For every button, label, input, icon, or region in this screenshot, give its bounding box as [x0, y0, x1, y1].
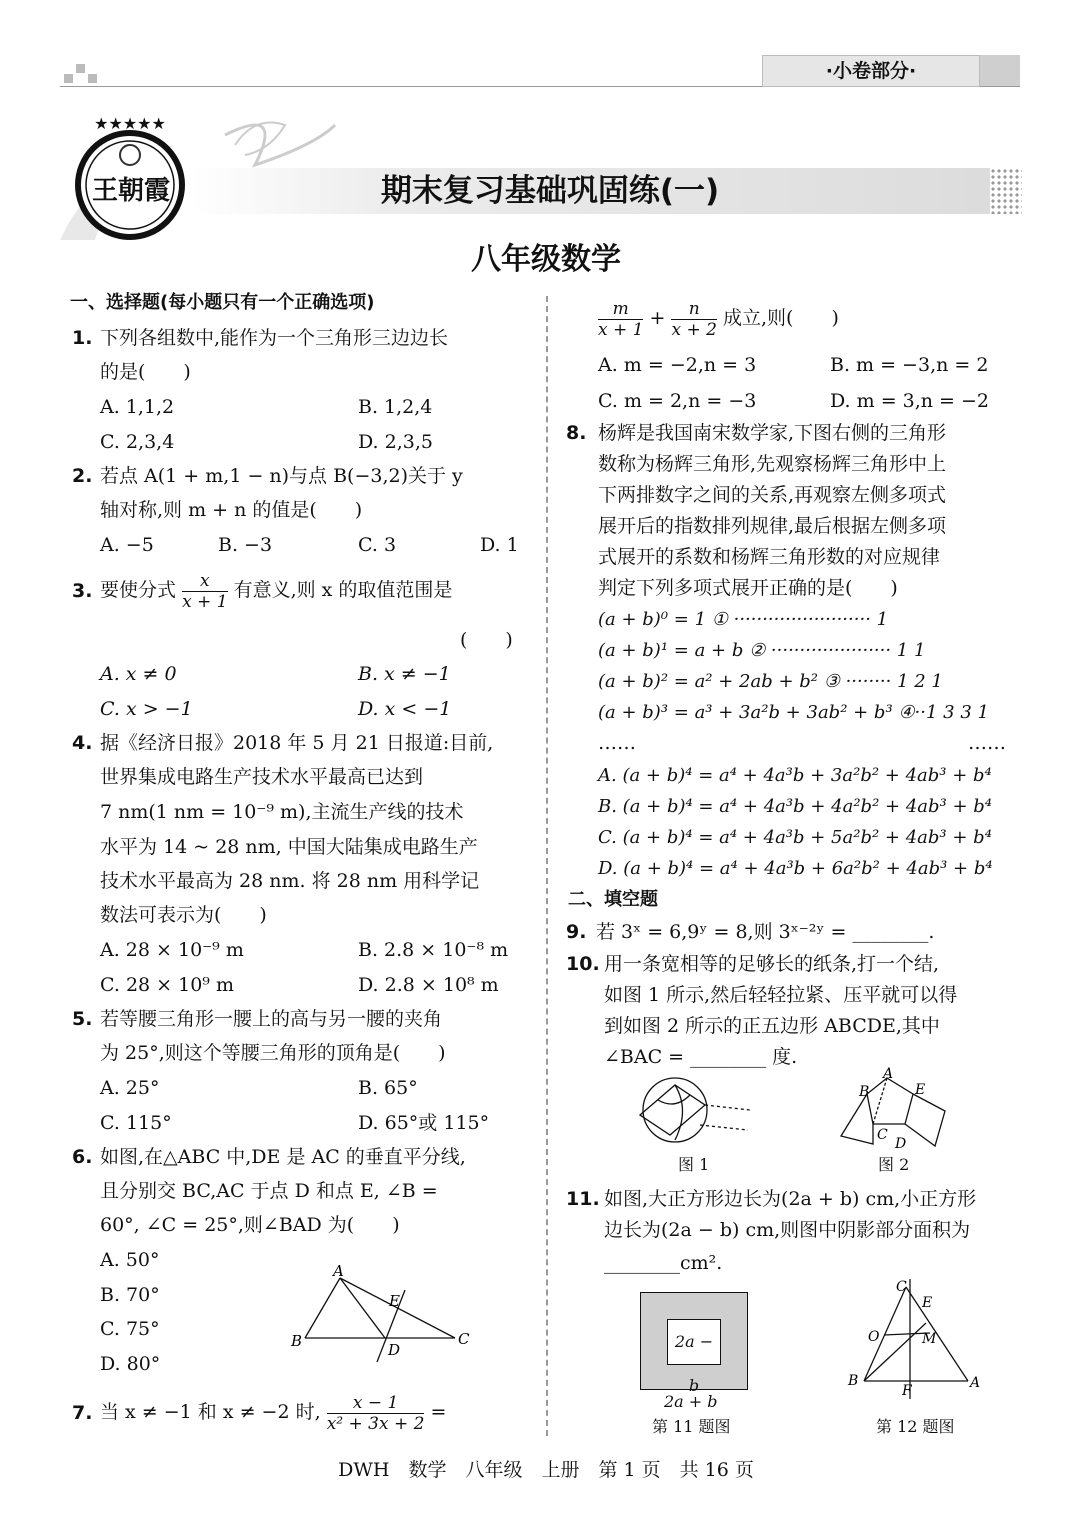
question-number: 8. [566, 422, 587, 444]
fig-label: F [902, 1383, 912, 1399]
option-a: A. m = −2,n = 3 [598, 354, 757, 376]
header-block [980, 55, 1020, 86]
question-text: 如图,大正方形边长为(2a + b) cm,小正方形 [604, 1188, 977, 1210]
fig-label: B [848, 1373, 859, 1389]
fraction: $\frac{m}{x + 1}$ [598, 298, 644, 340]
question-text: 水平为 14 ~ 28 nm, 中国大陆集成电路生产 [100, 836, 478, 858]
fig-label: A [883, 1066, 894, 1082]
question-number: 1. [72, 327, 93, 349]
question-text: 杨辉是我国南宋数学家,下图右侧的三角形 [598, 422, 947, 444]
question-text: 式展开的系数和杨辉三角形数的对应规律 [598, 546, 941, 568]
option-a: A. x ≠ 0 [100, 663, 177, 685]
question-text: 轴对称,则 m + n 的值是( ) [100, 499, 363, 521]
svg-text:★★★★★: ★★★★★ [94, 114, 166, 133]
option-d: D. x < −1 [358, 698, 452, 720]
option-a: A. 28 × 10⁻⁹ m [100, 939, 244, 961]
knot-figure-1 [630, 1070, 760, 1150]
pascal-row: (a + b)² = a² + 2ab + b² ③ ········ 1 2 1 [598, 671, 943, 692]
corner-square [64, 74, 73, 83]
fraction: $\frac{n}{x + 2}$ [671, 298, 717, 340]
corner-square [88, 74, 97, 83]
plus-sign: + [649, 307, 666, 329]
question-text [598, 292, 839, 344]
header-tag: ·小卷部分· [762, 55, 980, 87]
option-a: A. 25° [100, 1077, 160, 1099]
question-text: 下列各组数中,能作为一个三角形三边边长 [100, 327, 449, 349]
question-text: 用一条宽相等的足够长的纸条,打一个结, [604, 953, 940, 975]
page-subtitle: 八年级数学 [471, 242, 621, 277]
question-number: 11. [566, 1188, 600, 1210]
section-heading: 一、选择题(每小题只有一个正确选项) [70, 292, 375, 313]
question-text [100, 1386, 446, 1438]
fig-label: C [896, 1279, 907, 1295]
question-number: 10. [566, 953, 600, 975]
fig-label: B [291, 1332, 303, 1350]
question-text: ________cm². [604, 1252, 723, 1274]
question-text: 如图 1 所示,然后轻轻拉紧、压平就可以得 [604, 984, 958, 1006]
question-text: ∠BAC = ________ 度. [604, 1046, 798, 1068]
option-b: B. 1,2,4 [358, 396, 433, 418]
answer-paren: ( ) [460, 629, 513, 651]
question-text: 数法可表示为( ) [100, 904, 267, 926]
option-c: C. 115° [100, 1112, 172, 1134]
question-text: 若 3ˣ = 6,9ʸ = 8,则 3ˣ⁻²ʸ = ________. [596, 921, 935, 943]
question-text: 下两排数字之间的关系,再观察左侧多项式 [598, 484, 947, 506]
fig-label: C [877, 1127, 888, 1143]
question-text-post: 成立,则( ) [723, 307, 839, 329]
fig-label: E [915, 1082, 926, 1098]
option-d: D. (a + b)⁴ = a⁴ + 4a³b + 6a²b² + 4ab³ + b⁴ [598, 858, 993, 879]
question-text: 据《经济日报》2018 年 5 月 21 日报道:目前, [100, 732, 494, 754]
page-footer: DWH 数学 八年级 上册 第 1 页 共 16 页 [338, 1459, 754, 1481]
fraction: $\frac{x}{x + 1}$ [182, 570, 228, 612]
pascal-row: (a + b)⁰ = 1 ① ························ 1 [598, 609, 889, 630]
option-a: A. 50° [100, 1249, 160, 1271]
option-d: D. m = 3,n = −2 [830, 390, 990, 412]
pascal-row: (a + b)³ = a³ + 3a²b + 3ab² + b³ ④··1 3 3 1 [598, 702, 989, 723]
fig-label: B [859, 1084, 870, 1100]
question-text: 数称为杨辉三角形,先观察杨辉三角形中上 [598, 453, 947, 475]
option-b: B. m = −3,n = 2 [830, 354, 989, 376]
fig-label: E [922, 1295, 933, 1311]
figure-caption: 第 12 题图 [876, 1417, 955, 1436]
banner-dots [990, 168, 1022, 214]
fig-label: E [389, 1292, 400, 1310]
page-title: 期末复习基础巩固练(一) [380, 173, 720, 209]
option-d: D. 80° [100, 1353, 161, 1375]
question-text: 7 nm(1 nm = 10⁻⁹ m),主流生产线的技术 [100, 801, 464, 823]
option-a: A. −5 [100, 534, 154, 556]
question-text-pre: 当 x ≠ −1 和 x ≠ −2 时, [100, 1401, 321, 1423]
option-b: B. −3 [218, 534, 273, 556]
question-text: 若等腰三角形一腰上的高与另一腰的夹角 [100, 1008, 443, 1030]
question-text: 展开后的指数排列规律,最后根据左侧多项 [598, 515, 947, 537]
question-text: 60°, ∠C = 25°,则∠BAD 为( ) [100, 1214, 400, 1236]
option-b: B. x ≠ −1 [358, 663, 451, 685]
pascal-ellipsis: …… [598, 732, 636, 754]
logo-name: 王朝霞 [92, 176, 171, 206]
fig-label: A [970, 1375, 981, 1391]
question-text: 且分别交 BC,AC 于点 D 和点 E, ∠B = [100, 1180, 438, 1202]
option-b: B. 65° [358, 1077, 418, 1099]
fig-label: O [868, 1329, 880, 1345]
option-c: C. x > −1 [100, 698, 193, 720]
fig-label: D [388, 1341, 401, 1359]
pascal-ellipsis: …… [968, 732, 1006, 754]
triangle-figure-q6 [285, 1260, 485, 1365]
outer-square-label: 2a + b [664, 1392, 718, 1411]
option-a: A. (a + b)⁴ = a⁴ + 4a³b + 3a²b² + 4ab³ + b⁴ [598, 765, 992, 786]
question-number: 4. [72, 732, 93, 754]
question-text: 如图,在△ABC 中,DE 是 AC 的垂直平分线, [100, 1146, 466, 1168]
corner-square [76, 64, 85, 73]
option-d: D. 1 [480, 534, 519, 556]
question-text-pre: 要使分式 [100, 579, 177, 601]
equals-sign: = [430, 1401, 447, 1423]
fig-label: M [922, 1331, 937, 1347]
option-c: C. 75° [100, 1318, 160, 1340]
question-text: 到如图 2 所示的正五边形 ABCDE,其中 [604, 1015, 940, 1037]
fig-label: D [895, 1136, 907, 1152]
option-d: D. 2,3,5 [358, 431, 433, 453]
question-number: 6. [72, 1146, 93, 1168]
option-b: B. (a + b)⁴ = a⁴ + 4a³b + 4a²b² + 4ab³ + b⁴ [598, 796, 993, 817]
question-number: 5. [72, 1008, 93, 1030]
pascal-row: (a + b)¹ = a + b ② ····················· 1 1 [598, 640, 926, 661]
question-number: 2. [72, 465, 93, 487]
question-text: 若点 A(1 + m,1 − n)与点 B(−3,2)关于 y [100, 465, 463, 487]
question-text: 技术水平最高为 28 nm. 将 28 nm 用科学记 [100, 870, 480, 892]
option-d: D. 65°或 115° [358, 1112, 490, 1134]
question-number: 3. [72, 580, 93, 602]
question-text [100, 564, 452, 616]
question-text: 为 25°,则这个等腰三角形的顶角是( ) [100, 1042, 446, 1064]
option-c: C. 2,3,4 [100, 431, 175, 453]
question-text: 世界集成电路生产技术水平最高已达到 [100, 766, 424, 788]
question-text: 边长为(2a − b) cm,则图中阴影部分面积为 [604, 1219, 971, 1241]
option-b: B. 2.8 × 10⁻⁸ m [358, 939, 509, 961]
figure-caption: 图 1 [678, 1155, 710, 1174]
question-text: 的是( ) [100, 361, 191, 383]
question-text: 判定下列多项式展开正确的是( ) [598, 577, 898, 599]
option-c: C. 3 [358, 534, 397, 556]
pentagon-figure-2 [835, 1066, 975, 1156]
option-d: D. 2.8 × 10⁸ m [358, 974, 499, 996]
question-number: 7. [72, 1402, 93, 1424]
figure-caption: 第 11 题图 [652, 1417, 731, 1436]
option-a: A. 1,1,2 [100, 396, 175, 418]
section-heading: 二、填空题 [568, 889, 658, 910]
fig-label: A [333, 1262, 344, 1280]
question-number: 9. [566, 921, 587, 943]
option-c: C. 28 × 10⁹ m [100, 974, 234, 996]
fraction: $\frac{x - 1}{\text{x² + 3x + 2}}$ [326, 1392, 425, 1434]
triangle-figure-12 [840, 1275, 990, 1400]
column-divider [546, 296, 548, 1436]
option-c: C. (a + b)⁴ = a⁴ + 4a³b + 5a²b² + 4ab³ + b⁴ [598, 827, 992, 848]
fig-label: C [458, 1330, 470, 1348]
option-c: C. m = 2,n = −3 [598, 390, 757, 412]
option-b: B. 70° [100, 1284, 160, 1306]
figure-caption: 图 2 [878, 1155, 910, 1174]
question-text-post: 有意义,则 x 的取值范围是 [233, 579, 453, 601]
inner-square-label: 2a − b [667, 1319, 721, 1365]
